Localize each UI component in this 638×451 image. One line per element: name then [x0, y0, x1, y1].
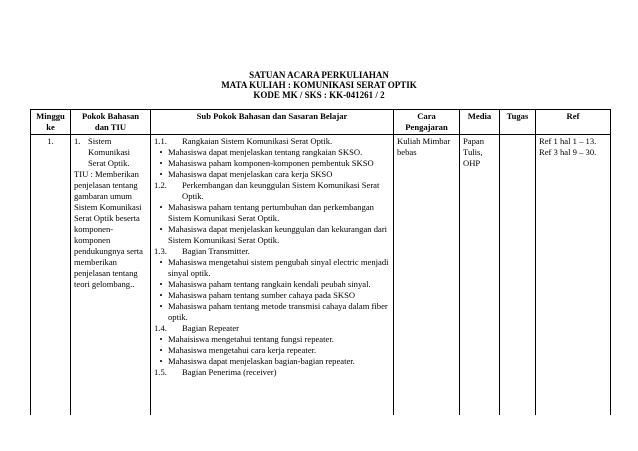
sub-bullet-item [154, 345, 390, 356]
sub-item-text: Mahasiswa dapat menjelaskan bagian-bagian repeater. [168, 356, 355, 366]
sub-item-text: Mahasiswa paham tentang sumber cahaya pada SKSO [168, 290, 356, 300]
bullet-icon: • [159, 345, 163, 355]
bullet-icon: • [159, 147, 163, 157]
col-header-minggu: Minggu ke [31, 110, 71, 135]
sub-item-text: Bagian Repeater [182, 323, 240, 333]
bullet-icon: • [159, 334, 163, 344]
sub-bullet-item [154, 158, 390, 169]
col-header-media: Media [460, 110, 500, 135]
sub-section-heading [154, 246, 390, 257]
sub-item-text: Mahasiswa paham tentang pertumbuhan dan perkembangan Sistem Komunikasi Serat Optik. [168, 202, 374, 223]
sub-item-text: Perkembangan dan keunggulan Sistem Komunikasi Serat Optik. [182, 180, 380, 201]
sub-section-number: 1.2. [154, 180, 167, 190]
bullet-icon: • [159, 290, 163, 300]
bullet-icon: • [159, 257, 163, 267]
sub-section-heading [154, 367, 390, 378]
course-code: KODE MK / SKS : KK-041261 / 2 [253, 90, 385, 100]
sub-item-text: Mahasiswa mengetahui cara kerja repeater. [168, 345, 317, 355]
sub-section-number: 1.4. [154, 323, 167, 333]
bullet-icon: • [159, 279, 163, 289]
sub-list [154, 136, 390, 378]
col-header-cara: Cara Pengajaran [394, 110, 460, 135]
sub-item-text: Mahasiswa dapat menjelaskan cara kerja SKSO [168, 169, 333, 179]
sub-item-text: Mahaisiswa mengetahui tentang fungsi repeater. [168, 334, 334, 344]
pokok-cell [71, 135, 151, 415]
sub-item-text: Mahasiswa mengetahui sistem pengubah sinyal electric menjadi sinyal optik. [168, 257, 389, 278]
pokok-title-line [74, 136, 147, 169]
tiu-text: TIU : Memberikan penjelasan tentang gambaran umum Sistem Komunikasi Serat Optik beserta komponen-komponen pendukungnya serta memberikan penjelasan tentang teori gelombang.. [74, 169, 143, 289]
sub-item-text: Mahasiswa paham tentang metode transmisi cahaya dalam fiber optik. [168, 301, 388, 322]
syllabus-table [30, 109, 611, 415]
sub-bullet-item [154, 169, 390, 180]
sub-section-heading [154, 136, 390, 147]
media-cell: Papan Tulis, OHP [460, 135, 500, 415]
col-header-tugas: Tugas [500, 110, 536, 135]
sub-section-number: 1.1. [154, 136, 167, 146]
minggu-cell: 1. [31, 135, 71, 415]
sub-item-text: Bagian Penerima (receiver) [182, 367, 277, 377]
sub-bullet-item [154, 290, 390, 301]
pokok-title: Sistem Komunikasi Serat Optik. [88, 136, 131, 168]
col-header-pokok: Pokok Bahasan dan TIU [71, 110, 151, 135]
sub-item-text: Mahasiswa dapat menjelaskan tentang rangkaian SKSO. [168, 147, 363, 157]
bullet-icon: • [159, 169, 163, 179]
sub-bullet-item [154, 257, 390, 279]
sub-bullet-item [154, 279, 390, 290]
bullet-icon: • [159, 202, 163, 212]
course-name: MATA KULIAH : KOMUNIKASI SERAT OPTIK [221, 80, 417, 90]
sub-item-text: Mahasiswa dapat menjelaskan keunggulan dan kekurangan dari Sistem Komunikasi Serat Optik. [168, 224, 388, 245]
sub-item-text: Mahasiswa paham tentang rangkain kendali peubah sinyal. [168, 279, 371, 289]
bullet-icon: • [159, 158, 163, 168]
bullet-icon: • [159, 356, 163, 366]
doc-title: SATUAN ACARA PERKULIAHAN [249, 70, 389, 80]
sub-item-text: Bagian Transmitter. [182, 246, 250, 256]
sub-cell [151, 135, 394, 415]
col-header-ref: Ref [536, 110, 611, 135]
table-row [31, 135, 611, 415]
cara-cell: Kuliah Mimbar bebas [394, 135, 460, 415]
tugas-cell [500, 135, 536, 415]
sub-bullet-item [154, 202, 390, 224]
bullet-icon: • [159, 224, 163, 234]
sub-bullet-item [154, 356, 390, 367]
col-header-sub: Sub Pokok Bahasan dan Sasaran Belajar [151, 110, 394, 135]
table-header-row [31, 110, 611, 135]
sub-section-number: 1.3. [154, 246, 167, 256]
sub-bullet-item [154, 147, 390, 158]
sub-item-text: Rangkaian Sistem Komunikasi Serat Optik. [182, 136, 333, 146]
sub-section-number: 1.5. [154, 367, 167, 377]
bullet-icon: • [159, 301, 163, 311]
sub-item-text: Mahasiswa paham komponen-komponen pembentuk SKSO [168, 158, 374, 168]
ref-cell: Ref 1 hal 1 – 13. Ref 3 hal 9 – 30. [536, 135, 611, 415]
sub-bullet-item [154, 224, 390, 246]
sub-section-heading [154, 323, 390, 334]
pokok-number: 1. [74, 136, 81, 146]
sub-bullet-item [154, 334, 390, 345]
sub-section-heading [154, 180, 390, 202]
sub-bullet-item [154, 301, 390, 323]
